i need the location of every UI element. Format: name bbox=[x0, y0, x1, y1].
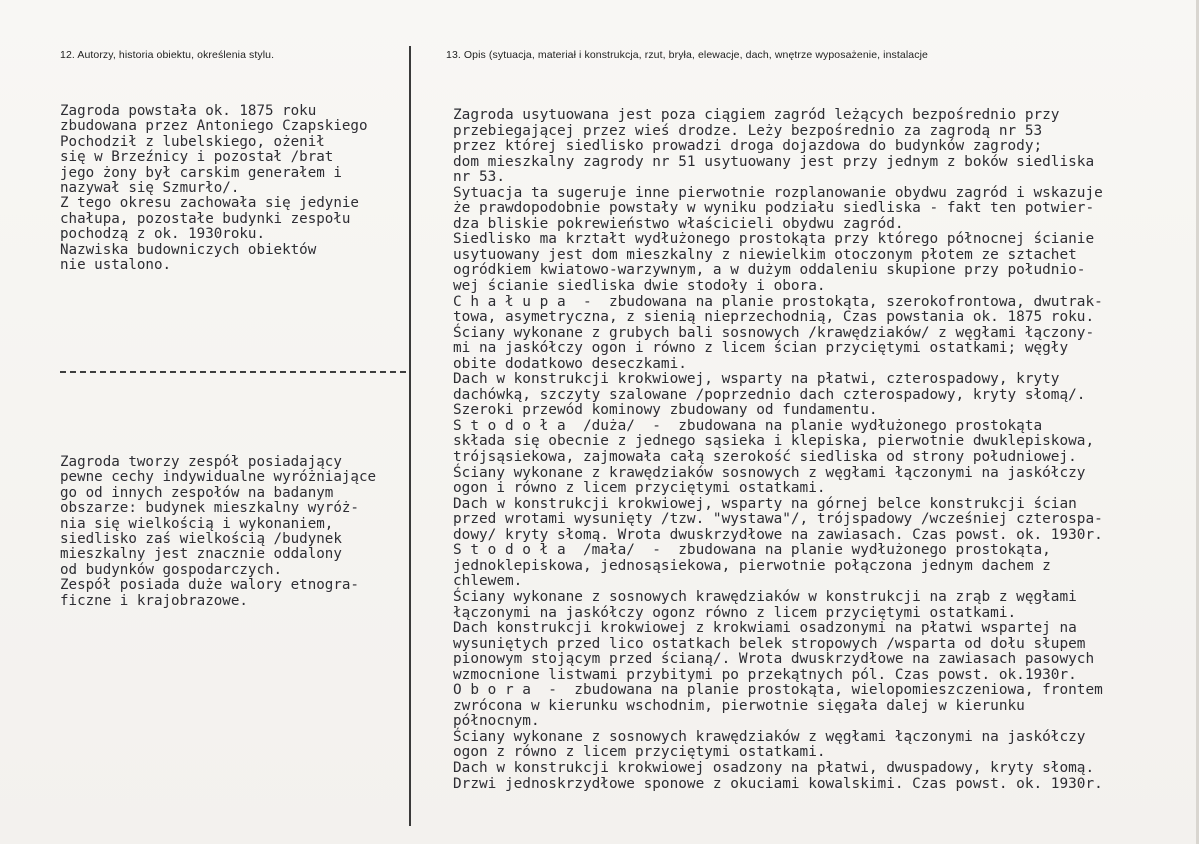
dashed-separator bbox=[60, 371, 406, 373]
section-13-heading: 13. Opis (sytuacja, materiał i konstrukcja, rzut, bryła, elewacje, dach, wnętrze wyposażenie, instalacje bbox=[446, 49, 928, 61]
section-12-heading: 12. Autorzy, historia obiektu, określenia stylu. bbox=[60, 49, 275, 61]
column-divider bbox=[409, 46, 411, 826]
description-text: Zagroda usytuowana jest poza ciągiem zagród leżących bezpośrednio przy przebiegającej przez wieś drodze. Leży bezpośrednio za zagrodą nr 53 przez której siedlisko prowadzi droga dojazdowa do budynków zagrody; dom mieszkalny zagrody nr 51 usytuowany jest przy jednym z boków siedliska nr 53. Sytuacja ta sugeruje inne pierwotnie rozplanowanie obydwu zagród i wskazuje że prawdopodobnie powstały w wyniku podziału siedliska - fakt ten potwier- dza bliskie pokrewieństwo właścicieli obydwu zagród. Siedlisko ma krztałt wydłużonego prostokąta przy którego północnej ścianie usytuowany jest dom mieszkalny z niewielkim otoczonym płotem ze sztachet ogródkiem kwiatowo-warzywnym, a w dużym oddaleniu skupione przy południo- wej ścianie siedliska dwie stodoły i obora. C h a ł u p a - zbudowana na planie prostokąta, szerokofrontowa, dwutrak- towa, asymetryczna, z sienią nieprzechodnią, Czas powstania ok. 1875 roku. Ściany wykonane z grubych bali sosnowych /krawędziaków/ z węgłami łączony- mi na jaskółczy ogon i równo z licem ścian przyciętymi ostatkami; węgły obite dodatkowo deseczkami. Dach w konstrukcji krokwiowej, wsparty na płatwi, czterospadowy, kryty dachówką, szczyty szalowane /poprzednio dach czterospadowy, kryty słomą/. Szeroki przewód kominowy zbudowany od fundamentu. S t o d o ł a /duża/ - zbudowana na planie wydłużonego prostokąta składa się obecnie z jednego sąsieka i klepiska, pierwotnie dwuklepiskowa, trójsąsiekowa, zajmowała całą szerokość siedliska od strony południowej. Ściany wykonane z krawędziaków sosnowych z węgłami łączonymi na jaskółczy ogon i równo z licem przyciętymi ostatkami. Dach w konstrukcji krokwiowej, wsparty na górnej belce konstrukcji ścian przed wrotami wysunięty /tzw. "wystawa"/, trójspadowy /wcześniej czterospa- dowy/ kryty słomą. Wrota dwuskrzydłowe na zawiasach. Czas powst. ok. 1930r. S t o d o ł a /mała/ - zbudowana na planie wydłużonego prostokąta, jednoklepiskowa, jednosąsiekowa, pierwotnie połączona jednym dachem z chlewem. Ściany wykonane z sosnowych krawędziaków w konstrukcji na zrąb z węgłami łączonymi na jaskółczy ogonz równo z licem przyciętymi ostatkami. Dach konstrukcji krokwiowej z krokwiami osadzonymi na płatwi wspartej na wysuniętych przed lico ostatkach belek stropowych /wsparta od dołu słupem pionowym stojącym przed ścianą/. Wrota dwuskrzydłowe na zawiasach pasowych wzmocnione listwami przybitymi po przekątnych pól. Czas powst. ok.1930r. O b o r a - zbudowana na planie prostokąta, wielopomieszczeniowa, frontem zwrócona w kierunku wschodnim, pierwotnie sięgała dalej w kierunku północnym. Ściany wykonane z sosnowych krawędziaków z węgłami łączonymi na jaskółczy ogon z równo z licem przyciętymi ostatkami. Dach w konstrukcji krokwiowej osadzony na płatwi, dwuspadowy, kryty słomą. Drzwi jednoskrzydłowe sponowe z okuciami kowalskimi. Czas powst. ok. 1930r. bbox=[453, 107, 1103, 792]
history-text: Zagroda powstała ok. 1875 roku zbudowana przez Antoniego Czapskiego Pochodził z lubelskiego, ożenił się w Brzeźnicy i pozostał /brat jego żony był carskim generałem i nazywał się Szmurło/. Z tego okresu zachowała się jedynie chałupa, pozostałe budynki zespołu pochodzą z ok. 1930roku. Nazwiska budowniczych obiektów nie ustalono. bbox=[60, 103, 368, 274]
assessment-text: Zagroda tworzy zespół posiadający pewne cechy indywidualne wyróżniające go od innych zespołów na badanym obszarze: budynek mieszkalny wyróż- nia się wielkością i wykonaniem, siedlisko zaś wielkością /budynek mieszkalny jest znacznie oddalony od budynków gospodarczych. Zespół posiada duże walory etnogra- ficzne i krajobrazowe. bbox=[60, 454, 377, 609]
